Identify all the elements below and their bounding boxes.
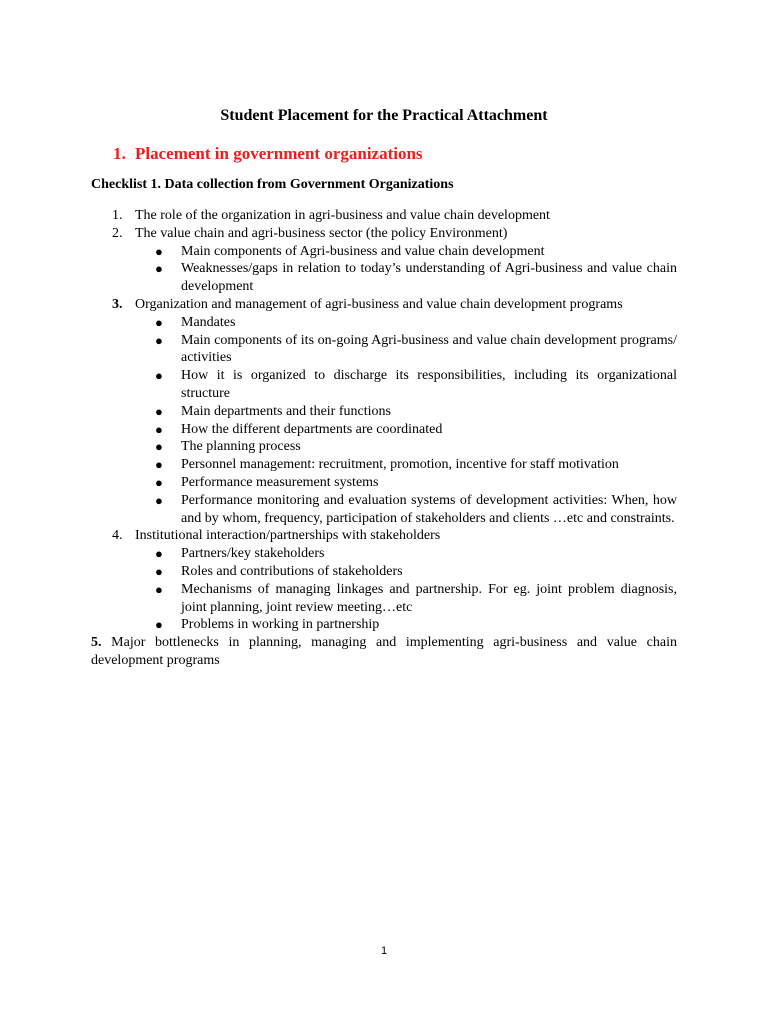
sub-item-text: Performance monitoring and evaluation systems of development activities: When, how and by whom, frequency, participation of stakeholders and clients …etc and constraints. [181,492,677,526]
sub-item-text: Performance measurement systems [181,474,379,490]
sub-list-item [91,314,677,332]
sub-item-text: How the different departments are coordinated [181,421,443,437]
checklist-heading: Checklist 1. Data collection from Government Organizations [91,177,454,192]
final-item-text: Major bottlenecks in planning, managing and implementing agri-business and value chain development programs [91,635,677,668]
list-item [91,527,677,545]
bullet-icon: ● [155,546,163,562]
sub-list-item [91,403,677,421]
final-item-number: 5. [91,635,102,651]
sub-item-text: Main departments and their functions [181,403,391,419]
item-number: 3. [112,296,123,312]
sub-item-text: Mechanisms of managing linkages and partnership. For eg. joint problem diagnosis, joint planning, joint review meeting…etc [181,581,677,615]
bullet-icon: ● [155,403,163,419]
sub-item-text: Problems in working in partnership [181,617,380,633]
bullet-icon: ● [155,261,163,277]
sub-item-text: The planning process [181,439,301,455]
bullet-icon: ● [155,617,163,633]
bullet-icon: ● [155,563,163,579]
sub-item-text: Main components of Agri-business and value chain development [181,243,545,259]
sub-list-item [91,545,677,563]
checklist-content [91,207,677,670]
final-item [91,634,677,670]
bullet-icon: ● [155,332,163,348]
sub-list-item [91,438,677,456]
list-item [91,225,677,243]
sub-item-text: Weaknesses/gaps in relation to today’s understanding of Agri-business and value chain development [181,261,677,295]
sub-item-text: Roles and contributions of stakeholders [181,563,403,579]
page-number: 1 [380,945,388,957]
document-title: Student Placement for the Practical Attachment [220,107,548,124]
sub-list-item [91,243,677,261]
item-text: The role of the organization in agri-business and value chain development [135,208,550,223]
item-text: Organization and management of agri-business and value chain development programs [135,296,623,312]
bullet-icon: ● [155,457,163,473]
sub-list-item [91,616,677,634]
sub-list-item [91,563,677,581]
sub-list-item [91,492,677,528]
bullet-icon: ● [155,581,163,597]
section-label: Placement in government organizations [135,144,423,163]
sub-list-item [91,332,677,368]
sub-item-text: Partners/key stakeholders [181,546,325,562]
list-item [91,296,677,314]
section-number: 1. [113,144,126,163]
item-text: The value chain and agri-business sector (the policy Environment) [135,225,508,241]
bullet-icon: ● [155,314,163,330]
sub-list-item [91,260,677,296]
sub-list-item [91,581,677,617]
bullet-icon: ● [155,492,163,508]
bullet-icon: ● [155,474,163,490]
bullet-icon: ● [155,368,163,384]
sub-list-item [91,474,677,492]
item-number: 4. [112,528,123,544]
item-number: 1. [112,208,123,223]
sub-item-text: Personnel management: recruitment, promotion, incentive for staff motivation [181,457,619,473]
bullet-icon: ● [155,439,163,455]
item-text: Institutional interaction/partnerships with stakeholders [135,528,441,544]
sub-list-item [91,367,677,403]
section-heading [113,144,423,164]
item-number: 2. [112,225,123,241]
bullet-icon: ● [155,243,163,259]
sub-list-item [91,456,677,474]
bullet-icon: ● [155,421,163,437]
sub-list-item [91,421,677,439]
list-item [91,207,677,225]
sub-item-text: Mandates [181,314,236,330]
sub-item-text: How it is organized to discharge its responsibilities, including its organizational structure [181,368,677,401]
sub-item-text: Main components of its on-going Agri-business and value chain development programs/ activities [181,332,677,366]
